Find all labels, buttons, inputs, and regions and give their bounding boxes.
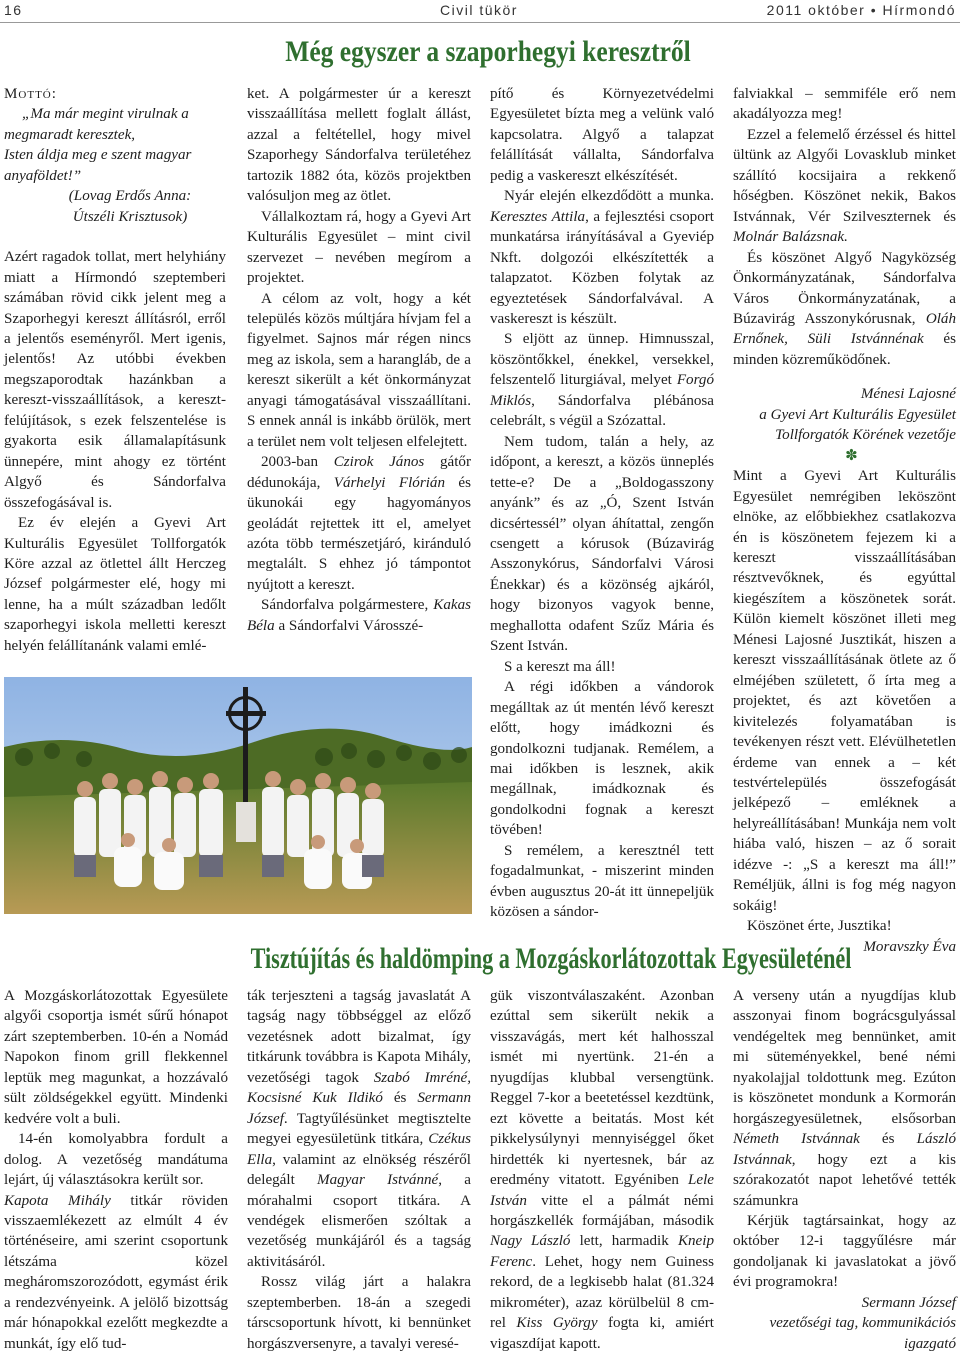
article1-col3	[490, 84, 714, 924]
person-name: Kneip Ferenc	[490, 1233, 714, 1270]
article1-paragraph	[490, 186, 714, 329]
article2-paragraph: 14-én komolyabbra fordult a dolog. A vezetőség mandátuma lejárt, új választásokra került sor.	[4, 1131, 228, 1189]
person-name: László Istvánnak	[733, 1131, 957, 1168]
article1-paragraph: Vállalkoztam rá, hogy a Gyevi Art Kulturális Egyesület – mint civil szervezet – nevében megírom a projektet.	[247, 208, 471, 287]
motto-line-4: anyaföldet!”	[4, 167, 82, 184]
motto-source-2: Útszéli Krisztusok)	[72, 208, 188, 225]
person-name: Keresztes Attila	[490, 208, 586, 225]
article2-paragraph	[490, 986, 714, 1354]
text-run: . Lehet, hogy nem Guiness rekord, de a legkisebb halat (81.324 mikrométer), azaz körülbelül 8 cm-rel	[490, 1253, 714, 1332]
motto-line-1: „Ma már megint virulnak a	[22, 106, 189, 123]
text-run: titkár röviden visszaemlékezett az elmúlt 4 év történéseire, ami szerint csoportunk létszáma közel megháromszorozódott, egymást érik a rendezvényeink. A jelölő bizottság már hónapokkal ezelőtt megkezdte a munkát, így elő tud-	[4, 1192, 228, 1352]
article2-paragraph: A Mozgáskorlátozottak Egyesülete algyői csoportja ismét sűrű hónapot zárt szeptemberben. 10-én a Nomád Napokon finom grill flekkennel leptük meg magunkat, a hozzávaló sült zöldségekkel együtt. Mindenki kedvére volt a buli.	[4, 988, 228, 1127]
signature-line: Tollforgatók Körének vezetője	[775, 427, 956, 444]
article1-paragraph: Azért ragadok tollat, mert helyhiány miatt a Hírmondó szeptemberi számában rövid cikk jelent meg a Szaporhegyi kereszt állításról, erről a jelentős eseményről. Mert igenis, jelentős! Az utóbbi években megszaporodtak hazánkban a kereszt-visszaállítások, a kereszt-felújítások, s ezek felszentelése is gyakorta esik államalapításunk ünnepére, mint ahogy ez történt Algyő és Sándorfalva összefogásával is.	[4, 249, 226, 511]
issue-label: 2011 október • Hírmondó	[766, 2, 956, 18]
person-name: Lele István	[490, 1172, 714, 1209]
motto-label: Mottó:	[4, 86, 57, 102]
article2-paragraph	[4, 1191, 228, 1354]
person-name: Nagy László	[490, 1233, 571, 1250]
article2-title: Tisztújítás és haldömping a Mozgáskorlátozottak Egyesületénél	[250, 942, 852, 975]
person-name: Oláh Ernőnek, Süli Istvánnénak	[733, 310, 956, 348]
text-run: 2003-ban	[261, 454, 334, 471]
text-run: , valamint az elnökség részéről delegált	[247, 1151, 471, 1189]
text-run: ták terjeszteni a tagság javaslatát A tagság nagy többséggel az előző vezetésnek adott bizalmat, így titkárunk továbbra is Kapota Mihály, vezetőségi tagok	[247, 988, 471, 1086]
text-run: lett, harmadik	[570, 1233, 678, 1250]
text-run: Sándorfalva polgármestere,	[261, 597, 434, 614]
signature-name: Moravszky Éva	[863, 938, 956, 955]
text-run: és minden közreműködőnek.	[733, 331, 956, 368]
person-name: Magyar Istvánné	[317, 1172, 439, 1189]
person-name: Várhelyi Flórián	[333, 474, 445, 491]
article1-paragraph: S remélem, a keresztnél tett fogadalmunkat, - miszerint minden évben augusztus 20-át itt ünnepeljük közösen a sándor-	[490, 842, 714, 921]
person-name: Kiss György	[516, 1315, 598, 1332]
magazine-name: Civil tükör	[440, 2, 518, 18]
article1-paragraph: ket. A polgármester úr a kereszt visszaállítása mellett foglalt állást, azzal a feltétellel, hogy mivel Szaporhegy Sándorfalva területéhez tartozik 1882 óta, közös projektben valósuljon meg az ötlet.	[247, 86, 471, 205]
person-name: Kakas Béla	[247, 597, 471, 634]
article1-paragraph: Ez év elején a Gyevi Art Kulturális Egyesület Tollforgatók Köre azzal az ötlettel állt Herczeg József polgármester elé, hogy mi lenne, ha a múlt században ledőlt szaporhegyi iskola melletti kereszt helyén felállítanánk valami emlé-	[4, 515, 226, 654]
text-run: . Tagtyűlésünket megtisztelte megyei egyesületünk titkára,	[247, 1110, 471, 1148]
article1-paragraph: Mint a Gyevi Art Kulturális Egyesület nemrégiben leköszönt elnöke, az előbbiekhez csatlakozva én is köszönetem fejezem ki a kereszt visszaállításában résztvevőknek, és egyúttal kiegészítem a köszönetek sorát. Külön kiemelt köszönet illeti meg Ménesi Lajosné Jusztikát, hiszen a kereszt visszaállításának ötlete az ő elméjében született, ő írta meg a projektet, és azt követően a kivitelezés folyamatában is tevékenyen részt vett. Elévülhetetlen érdeme van ennek a – két testvértelepülés összefogását jelképező – emléknek a helyreállításában! Munkája nem volt hiába való, hiszen – az ő sorait idézve -: „S a kereszt ma áll!” Reméljük, állni is fog még nagyon sokáig!	[733, 468, 956, 914]
text-run: , a mórahalmi csoport titkára. A vendégek elismerően szóltak a vezetőség munkájáról és a tagság aktivitásáról.	[247, 1172, 471, 1270]
article1-paragraph: A célom az volt, hogy a két település közös múltjára hívjam fel a figyelmet. Sajnos már régen nincs meg az iskola, sem a harangláb, de a kereszt sikerült a két önkormányzat anyagi támogatásával visszaállítani. S ennek annál is inkább örülök, mert a terület nem volt teljesen elfelejtett.	[247, 290, 471, 450]
article1-col4	[733, 84, 956, 955]
text-run: , hogy ezt a kis szórakozatót napot lehetővé tették számunkra	[733, 1151, 956, 1209]
article1-col2	[247, 84, 471, 674]
text-run: Nyár elején elkezdődött a munka.	[504, 188, 714, 205]
signature-line: a Gyevi Art Kulturális Egyesület	[759, 406, 956, 423]
signature-name: Sermann József	[861, 1294, 956, 1311]
person-name: Forgó Miklós	[490, 372, 714, 409]
text-run: a Sándorfalvi Városszé-	[274, 617, 424, 634]
article1-paragraph: pítő és Környezetvédelmi Egyesületet bízta meg a velünk való kapcsolatra. Algyő a talapzat felállítását vállalta, Sándorfalva pedig a vaskereszt elkészítését.	[490, 86, 714, 184]
article2-col1	[4, 986, 228, 1352]
article1-paragraph: A régi időkben a vándorok megálltak az út mentén lévő kereszt előtt, hogy imádkozni és gondolkozni tudjanak. Remélem, a mai időkben is lesznek, akik megállnak, imádkoznak és gondolkodni fognak a kereszt tövében!	[490, 679, 714, 839]
person-name: Molnár Balázsnak.	[733, 229, 848, 246]
article1-paragraph	[490, 329, 714, 431]
text-run: gük viszontválaszaként. Azonban ezúttal sem sikerült nekik a visszavágás, mert két halhosszal ismét mi nyertünk. 21-én a nyugdíjas klubbal versengtünk. Reggel 7-kor a beetetéssel kezdtünk, ezt követte a beitatás. Most két pikkelysúlynyi mennyiséggel őket hirdették ki nyertesnek, bár az eredmény vitatott. Egyéniben	[490, 988, 714, 1189]
text-run: És köszönet Algyő Nagyközség Önkormányzatának, Sándorfalva Város Önkormányzatának, a Búzavirág Asszonykórusnak,	[733, 249, 956, 327]
article1-paragraph	[733, 248, 956, 371]
article1-paragraph: S a kereszt ma áll!	[504, 658, 616, 675]
signature-line: igazgató	[904, 1335, 956, 1352]
article2-col4	[733, 986, 957, 1352]
article2-paragraph	[247, 986, 471, 1272]
text-run: , a fejlesztési csoport munkatársa irányításával a Gyeviép Nkft. dolgozói elkészítették a talapzatot. Közben folytak az egyeztetések Sándorfalvával. A vaskereszt is készült.	[490, 208, 714, 327]
person-name: Czirok János	[333, 454, 425, 471]
person-name: Németh Istvánnak	[733, 1131, 860, 1148]
text-run: és	[382, 1090, 418, 1107]
page-number: 16	[4, 2, 23, 18]
article1-col1	[4, 84, 226, 676]
text-run: és	[859, 1131, 917, 1148]
article1-paragraph: Nem tudom, talán a hely, az időpont, a kereszt, a közös ünneplés tette-e? De a „Boldogasszony anyánk” és az „Ó, Szent István dicsértessél” olyan áhítattal, zengőn csengett a kórusok (Búzavirág Asszonykórus, Sándorfalvi Városi Énekkar) és a közönség ajkáról, hogy bizonyos vagyok benne, meghallotta odafent Szűz Mária és Szent István.	[490, 433, 714, 655]
article2-paragraph: Rossz világ járt a halakra szeptemberben. 18-án a szegedi társcsoportunk hívott, ki bennünket horgászversenyre, a tavalyi veresé-	[247, 1274, 471, 1352]
article2-paragraph: Kérjük tagtársainkat, hogy az október 12-i taggyűlésre már gondoljanak ki javaslatokat a jövő évi programokra!	[733, 1212, 956, 1291]
article2-col2	[247, 986, 471, 1352]
signature-line: vezetőségi tag, kommunikációs	[769, 1315, 956, 1332]
group-photo-cross	[4, 677, 472, 914]
article1-paragraph: Köszönet érte, Jusztika!	[747, 918, 892, 935]
article1-paragraph	[247, 595, 471, 636]
text-run: fogta ki, amiért vigaszdíjat kapott.	[490, 1315, 714, 1352]
text-run: gátőr dédunokája,	[247, 454, 471, 491]
article1-paragraph	[733, 125, 956, 248]
person-name: Kapota Mihály	[4, 1192, 111, 1209]
header-rule	[0, 22, 960, 23]
text-run: , Sándorfalva plébánosa celebrált, s végül a Szózattal.	[490, 392, 714, 430]
person-name: Sermann József	[247, 1090, 471, 1127]
text-run: vitte el a pálmát némi horgászkellék formájában, második	[490, 1192, 714, 1229]
article1-title: Még egyszer a szaporhegyi keresztről	[285, 35, 691, 68]
text-run: Ezzel a felemelő érzéssel és hittel ültünk az Algyői Lovasklub minket szállító kocsijaira a rekkenő hőségben. Köszönet nekik, Bakos Istvánnak, Vér Szilveszternek és	[733, 126, 956, 225]
article2-col3	[490, 986, 714, 1352]
article2-paragraph	[733, 986, 956, 1211]
ornament-icon: ✽	[845, 447, 858, 464]
group-photo-illustration	[4, 677, 472, 914]
person-name: Czékus Ella	[247, 1131, 471, 1168]
text-run: és ükunokái egy hagyományos geoládát rejtettek itt el, amelyet azóta több természetjáró, kiránduló megtalált. S ehhez jó támpontot nyújtott a kereszt.	[247, 474, 471, 593]
signature-name: Ménesi Lajosné	[860, 386, 956, 403]
motto-source-1: (Lovag Erdős Anna:	[68, 188, 192, 205]
text-run: A verseny után a nyugdíjas klub asszonyai finom bográcsgulyással vendégeltek meg bennünket, amit mi süteményekkel, bené némi nyakolajjal toldottunk meg. Ezúton is köszönetet mondunk a Kormorán horgászegyesületnek, elsősorban	[733, 988, 956, 1127]
article1-paragraph	[247, 452, 471, 595]
text-run: S eljött az ünnep. Himnusszal, köszöntőkkel, énekkel, versekkel, felszentelő liturgiával, melyet	[490, 331, 714, 389]
motto-line-2: megmaradt keresztek,	[4, 126, 136, 143]
motto-line-3: Isten áldja meg e szent magyar	[4, 147, 192, 164]
article1-paragraph: falviakkal – semmiféle erő nem akadályozza meg!	[733, 86, 956, 123]
person-name: Szabó Imréné, Kocsisné Kuk Ildikó	[247, 1069, 471, 1107]
